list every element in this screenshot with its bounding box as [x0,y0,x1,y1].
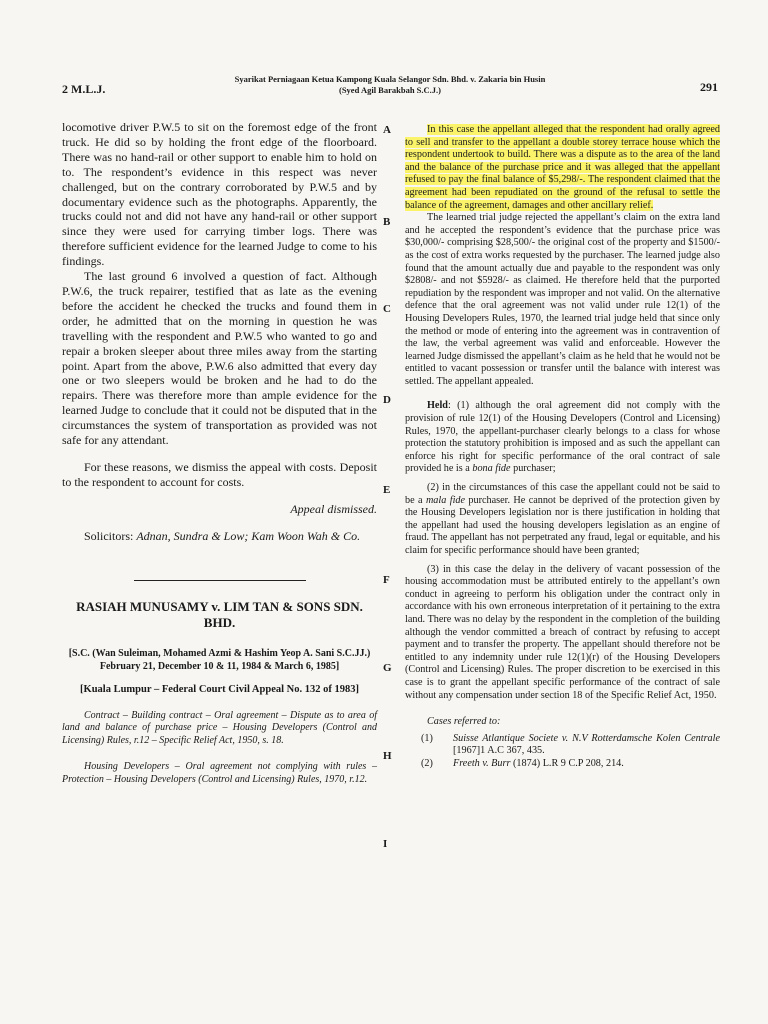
court-reference: [Kuala Lumpur – Federal Court Civil Appeal No. 132 of 1983] [80,683,359,695]
case-name: Freeth v. Burr [453,757,511,769]
case-citation: (1874) L.R 9 C.P 208, 214. [510,757,624,769]
catchwords-contract: Contract – Building contract – Oral agreement – Dispute as to area of land and balance of purchase price – Housing Developers (Control and Licensing) Rules, r.12 – Specific Relief Act, 1950, s. 18. [62,709,377,746]
running-head-judge: (Syed Agil Barakbah S.C.J.) [338,85,442,95]
solicitors-label: Solicitors: [84,528,137,543]
headnote-trial-judgment: The learned trial judge rejected the appellant’s claim on the extra land and he accepted the respondent’s evidence that the purchase price was $30,000/- comprising $28,500/- the original cost of the property and $1500/- as the cost of extra works requested by the purchaser. The learned judge also found that the amount actually due and payable to the respondent was only $2808/- and not $5928/- as claimed. He therefore held that the purported repudiation by the respondent was improper and not valid. On the alternative defence that the oral agreement was not valid under rule 12(1) of the Housing Developers Rules, 1970, the learned trial judge held that since only the method or mode of entering into the agreement was in contravention of the law, the verbal agreement was valid and enforceable. However the learned Judge dismissed the appellant’s claim as he held that he would not be entitled to vacant possession or transfer until the balance with interest was settled. The appellant appealed. [405,212,720,387]
running-head-title [190,74,590,96]
case-citation: [1967]1 A.C 367, 435. [453,745,545,757]
highlighted-text: In this case the appellant alleged that the respondent had orally agreed to sell and transfer to the appellant a double storey terrace house which the respondent undertook to build. There was a dispute as to the area of the land and the balance of the purchase price and it was alleged that the appellant refused to pay the final balance of $5,298/-. The respondent claimed that the agreement had been repudiated on the ground of the refusal to settle the balance of the agreement, damages and other ancillary relief. [405,124,720,211]
margin-letter-e: E [383,484,391,496]
running-head-case: Syarikat Perniagaan Ketua Kampong Kuala Selangor Sdn. Bhd. v. Zakaria bin Husin [234,74,546,84]
result-appeal-dismissed: Appeal dismissed. [290,501,377,516]
case-title: RASIAH MUNUSAMY v. LIM TAN & SONS SDN. BHD. [76,598,363,630]
margin-letter-d: D [383,394,391,406]
margin-letter-g: G [383,662,392,674]
cases-referred-title: Cases referred to: [427,716,501,728]
case-number: (1) [421,732,433,744]
held-1-text: : (1) although the oral agreement did not comply with the provision of rule 12(1) of the Housing Developers (Control and Licensing) Rules, 1970, the appellant-purchaser clearly belongs to a class for whose protection the statutory prohibition is imposed and as such the appellant can enforce his right for specific performance of the oral contract of sale provided he is a [405,400,720,475]
case-item [405,758,720,771]
case-item [405,733,720,758]
held-3: (3) in this case the delay in the delivery of vacant possession of the housing accommodation must be attributed entirely to the appellant’s own conduct in agreeing to perform his obligation under the contract only in accordance with his own erroneous interpretation of it pertaining to the extra land. There was no delay by the respondent in the completion of the building although the vendor committed a breach of contract by refusing to accept payment and to transfer the property. The appellant should therefore not be entitled to any indemnity under rule 12(1)(r) of the Housing Developers (Control and Licensing) Rules. The proper discretion to be exercised in this case is to grant the appellant specific performance of the contract of sale without any compensation under section 18 of the Specific Relief Act, 1950. [405,563,720,701]
coram: [S.C. (Wan Suleiman, Mohamed Azmi & Hashim Yeop A. Sani S.C.JJ.) February 21, December 10 & 11, 1984 & March 6, 1985] [68,647,371,672]
paragraph-ground-6: The last ground 6 involved a question of fact. Although P.W.6, the truck repairer, testified that as late as the evening before the accident he checked the trucks and found them in order, he admitted that on the morning in question he was travelling with the respondent and P.W.5 who wanted to go and repair a broken sleeper about three miles away from the starting point. Apart from the above, P.W.6 also admitted that every day one or two sleepers would be broken and he had to do the repairs. There was therefore more than ample evidence for the learned Judge to conclude that it could not be disputed that in the circumstances the system of transportation as provided was not safe for any attendant. [62,269,377,448]
margin-letter-c: C [383,303,391,315]
catchwords-housing: Housing Developers – Oral agreement not complying with rules – Protection – Housing Developers (Control and Licensing) Rules, 1970, r.12. [62,761,377,785]
margin-letter-f: F [383,574,390,586]
held-2-text: (2) in the circumstances of this case the appellant could not be said to be a [405,482,720,506]
margin-letter-i: I [383,838,388,850]
case-name: Suisse Atlantique Societe v. N.V Rotterdamsche Kolen Centrale [453,732,720,744]
running-head-volume: 2 M.L.J. [62,82,106,96]
margin-letter-b: B [383,216,391,228]
held-2 [405,482,720,558]
right-column [405,124,720,771]
held-1-italic: bona fide [472,463,511,475]
held-label: Held [427,400,448,412]
section-divider [134,580,306,581]
held-2-end: purchaser. He cannot be deprived of the protection given by the Housing Developers legislation nor is there justification in holding that the appellant had used the housing developers legislation as an engine of fraud. The appellant has not perpetrated any fraud, legal or equitable, and his claim for specific performance should have been granted; [405,494,720,556]
case-number: (2) [421,757,433,769]
held-2-italic: mala fide [425,494,466,506]
cases-list [405,733,720,771]
page-number: 291 [700,80,718,94]
left-column [62,120,377,787]
solicitors-names: Adnan, Sundra & Low; Kam Woon Wah & Co. [136,528,361,543]
margin-letter-h: H [383,750,392,762]
solicitors [62,529,377,544]
paragraph-dismissal: For these reasons, we dismiss the appeal with costs. Deposit to the respondent to account for costs. [62,459,377,489]
margin-letter-a: A [383,124,391,136]
headnote-facts [405,124,720,212]
paragraph-continued: locomotive driver P.W.5 to sit on the foremost edge of the front truck. He did so by holding the front edge of the floorboard. There was no hand-rail or other support to enable him to hold on to. The respondent’s evidence in this respect was never challenged, but on the contrary corroborated by P.W.5 and by documentary evidence such as the photographs. Apparently, the trucks could not and did not have any hand-rail or other support since they were used for carrying timber logs. There was therefore sufficient evidence for the learned Judge to come to his findings. [62,120,377,269]
held-1 [405,400,720,476]
held-1-end: purchaser; [510,463,556,475]
